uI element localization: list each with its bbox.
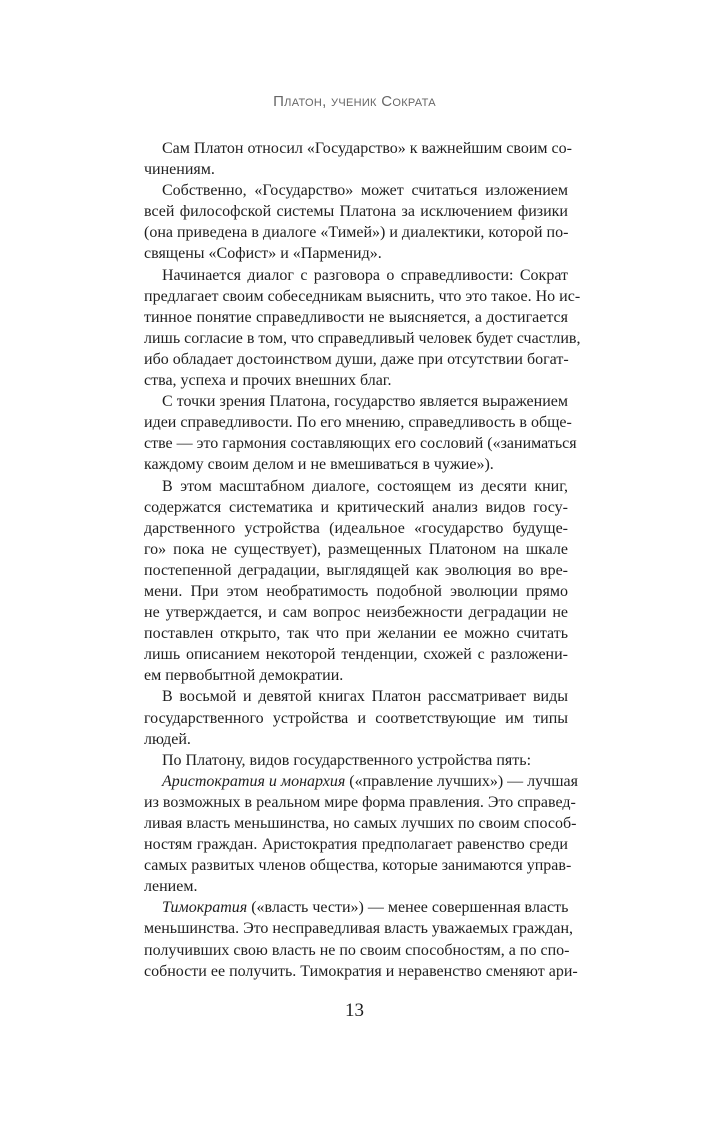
text-line [144,855,572,876]
text-line [144,286,581,307]
line-text: всей философской системы Платона за исключением физики [144,203,568,221]
line-text: дарственного устройства (идеальное «государство будуще- [144,519,568,537]
text-line [144,686,568,707]
text-line [144,328,581,349]
text-line [144,940,568,961]
text-line [144,897,568,918]
text-line [144,476,568,497]
text-line [144,138,572,159]
text-line [144,876,568,897]
text-line [144,243,568,264]
text-line [144,433,577,454]
text-line [144,792,576,813]
running-header: Платон, ученик Сократа [273,93,436,110]
italic-term: Тимократия [162,899,248,917]
text-line [144,497,568,518]
text-line [144,644,568,665]
line-text: Собственно, «Государство» может считаться изложением [162,182,568,200]
line-text: ностям граждан. Аристократия предполагает равенство среди [144,836,568,854]
line-text: (она приведена в диалоге «Тимей») и диалектики, которой по- [144,224,569,242]
text-line [144,602,568,623]
text-line [144,518,568,539]
line-text: меньшинства. Это несправедливая власть уважаемых граждан, [144,920,574,938]
text-line [144,729,568,750]
text-line [144,708,568,729]
line-text: самых развитых членов общества, которые занимаются управ- [144,857,572,875]
line-text: го» пока не существует), размещенных Платоном на шкале [144,540,568,558]
line-text: идеи справедливости. По его мнению, справедливость в обще- [144,414,572,432]
text-line [144,159,568,180]
line-text: В этом масштабном диалоге, состоящем из десяти книг, [162,477,568,495]
text-line [144,265,568,286]
page-number: 13 [345,1000,364,1021]
line-text: ливая власть меньшинства, но самых лучших по своим способ- [144,815,577,832]
text-line [144,961,578,982]
text-line [144,665,568,686]
line-text: не утверждается, и сам вопрос неизбежности деградации не [144,604,568,622]
line-text: предлагает своим собеседникам выяснить, что это такое. Но ис- [144,287,581,305]
text-line [144,222,568,243]
text-line [144,180,568,201]
line-text: людей. [144,730,191,748]
line-text: («власть чести») — менее совершенная власть [247,899,569,917]
text-line [144,581,568,602]
line-text: Начинается диалог с разговора о справедливости: Сократ [162,266,568,284]
text-line [144,918,574,939]
line-text: Сам Платон относил «Государство» к важнейшим своим со- [162,140,572,157]
line-text: собности ее получить. Тимократия и неравенство сменяют ари- [144,962,578,980]
line-text: священы «Софист» и «Парменид». [144,245,382,263]
line-text: поставлен открыто, так что при желании ее можно считать [144,625,568,643]
line-text: ем первобытной демократии. [144,667,344,685]
line-text: постепенной деградации, выглядящей как эволюция во вре- [144,561,568,579]
text-line [144,813,577,834]
text-line [144,623,568,644]
line-text: чинениям. [144,161,215,179]
line-text: («правление лучших») — лучшая [345,772,578,790]
text-line [144,412,572,433]
text-line [144,560,568,581]
text-line [144,834,568,855]
line-text: получивших свою власть не по своим способностям, а по спо- [144,941,570,959]
line-text: каждому своим делом и не вмешиваться в чужие»). [144,456,494,474]
line-text: С точки зрения Платона, государство является выражением [162,393,568,411]
line-text: ибо обладает достоинством души, даже при отсутствии богат- [144,350,569,368]
line-text: лишь описанием некоторой тенденции, схожей с разложени- [144,646,568,664]
line-text: По Платону, видов государственного устройства пять: [162,751,532,769]
text-line [144,750,568,771]
text-line [144,391,568,412]
line-text: мени. При этом необратимость подобной эволюции прямо [144,582,568,600]
line-text: государственного устройства и соответствующие им типы [144,709,568,727]
line-text: ства, успеха и прочих внешних благ. [144,372,392,390]
text-line [144,771,578,792]
text-line [144,307,568,328]
text-line [144,454,568,475]
italic-term: Аристократия и монархия [162,772,346,790]
line-text: лишь согласие в том, что справедливый человек будет счастлив, [144,329,581,347]
text-line [144,349,568,370]
line-text: стве — это гармония составляющих его сословий («заниматься [144,435,577,453]
body-text [144,138,581,982]
text-line [144,370,568,391]
line-text: содержатся систематика и критический анализ видов госу- [144,498,568,516]
text-line [144,539,568,560]
line-text: тинное понятие справедливости не выясняется, а достигается [144,308,568,326]
text-line [144,201,568,222]
line-text: лением. [144,878,198,896]
line-text: В восьмой и девятой книгах Платон рассматривает виды [162,688,568,706]
line-text: из возможных в реальном мире форма правления. Это справед- [144,793,576,811]
